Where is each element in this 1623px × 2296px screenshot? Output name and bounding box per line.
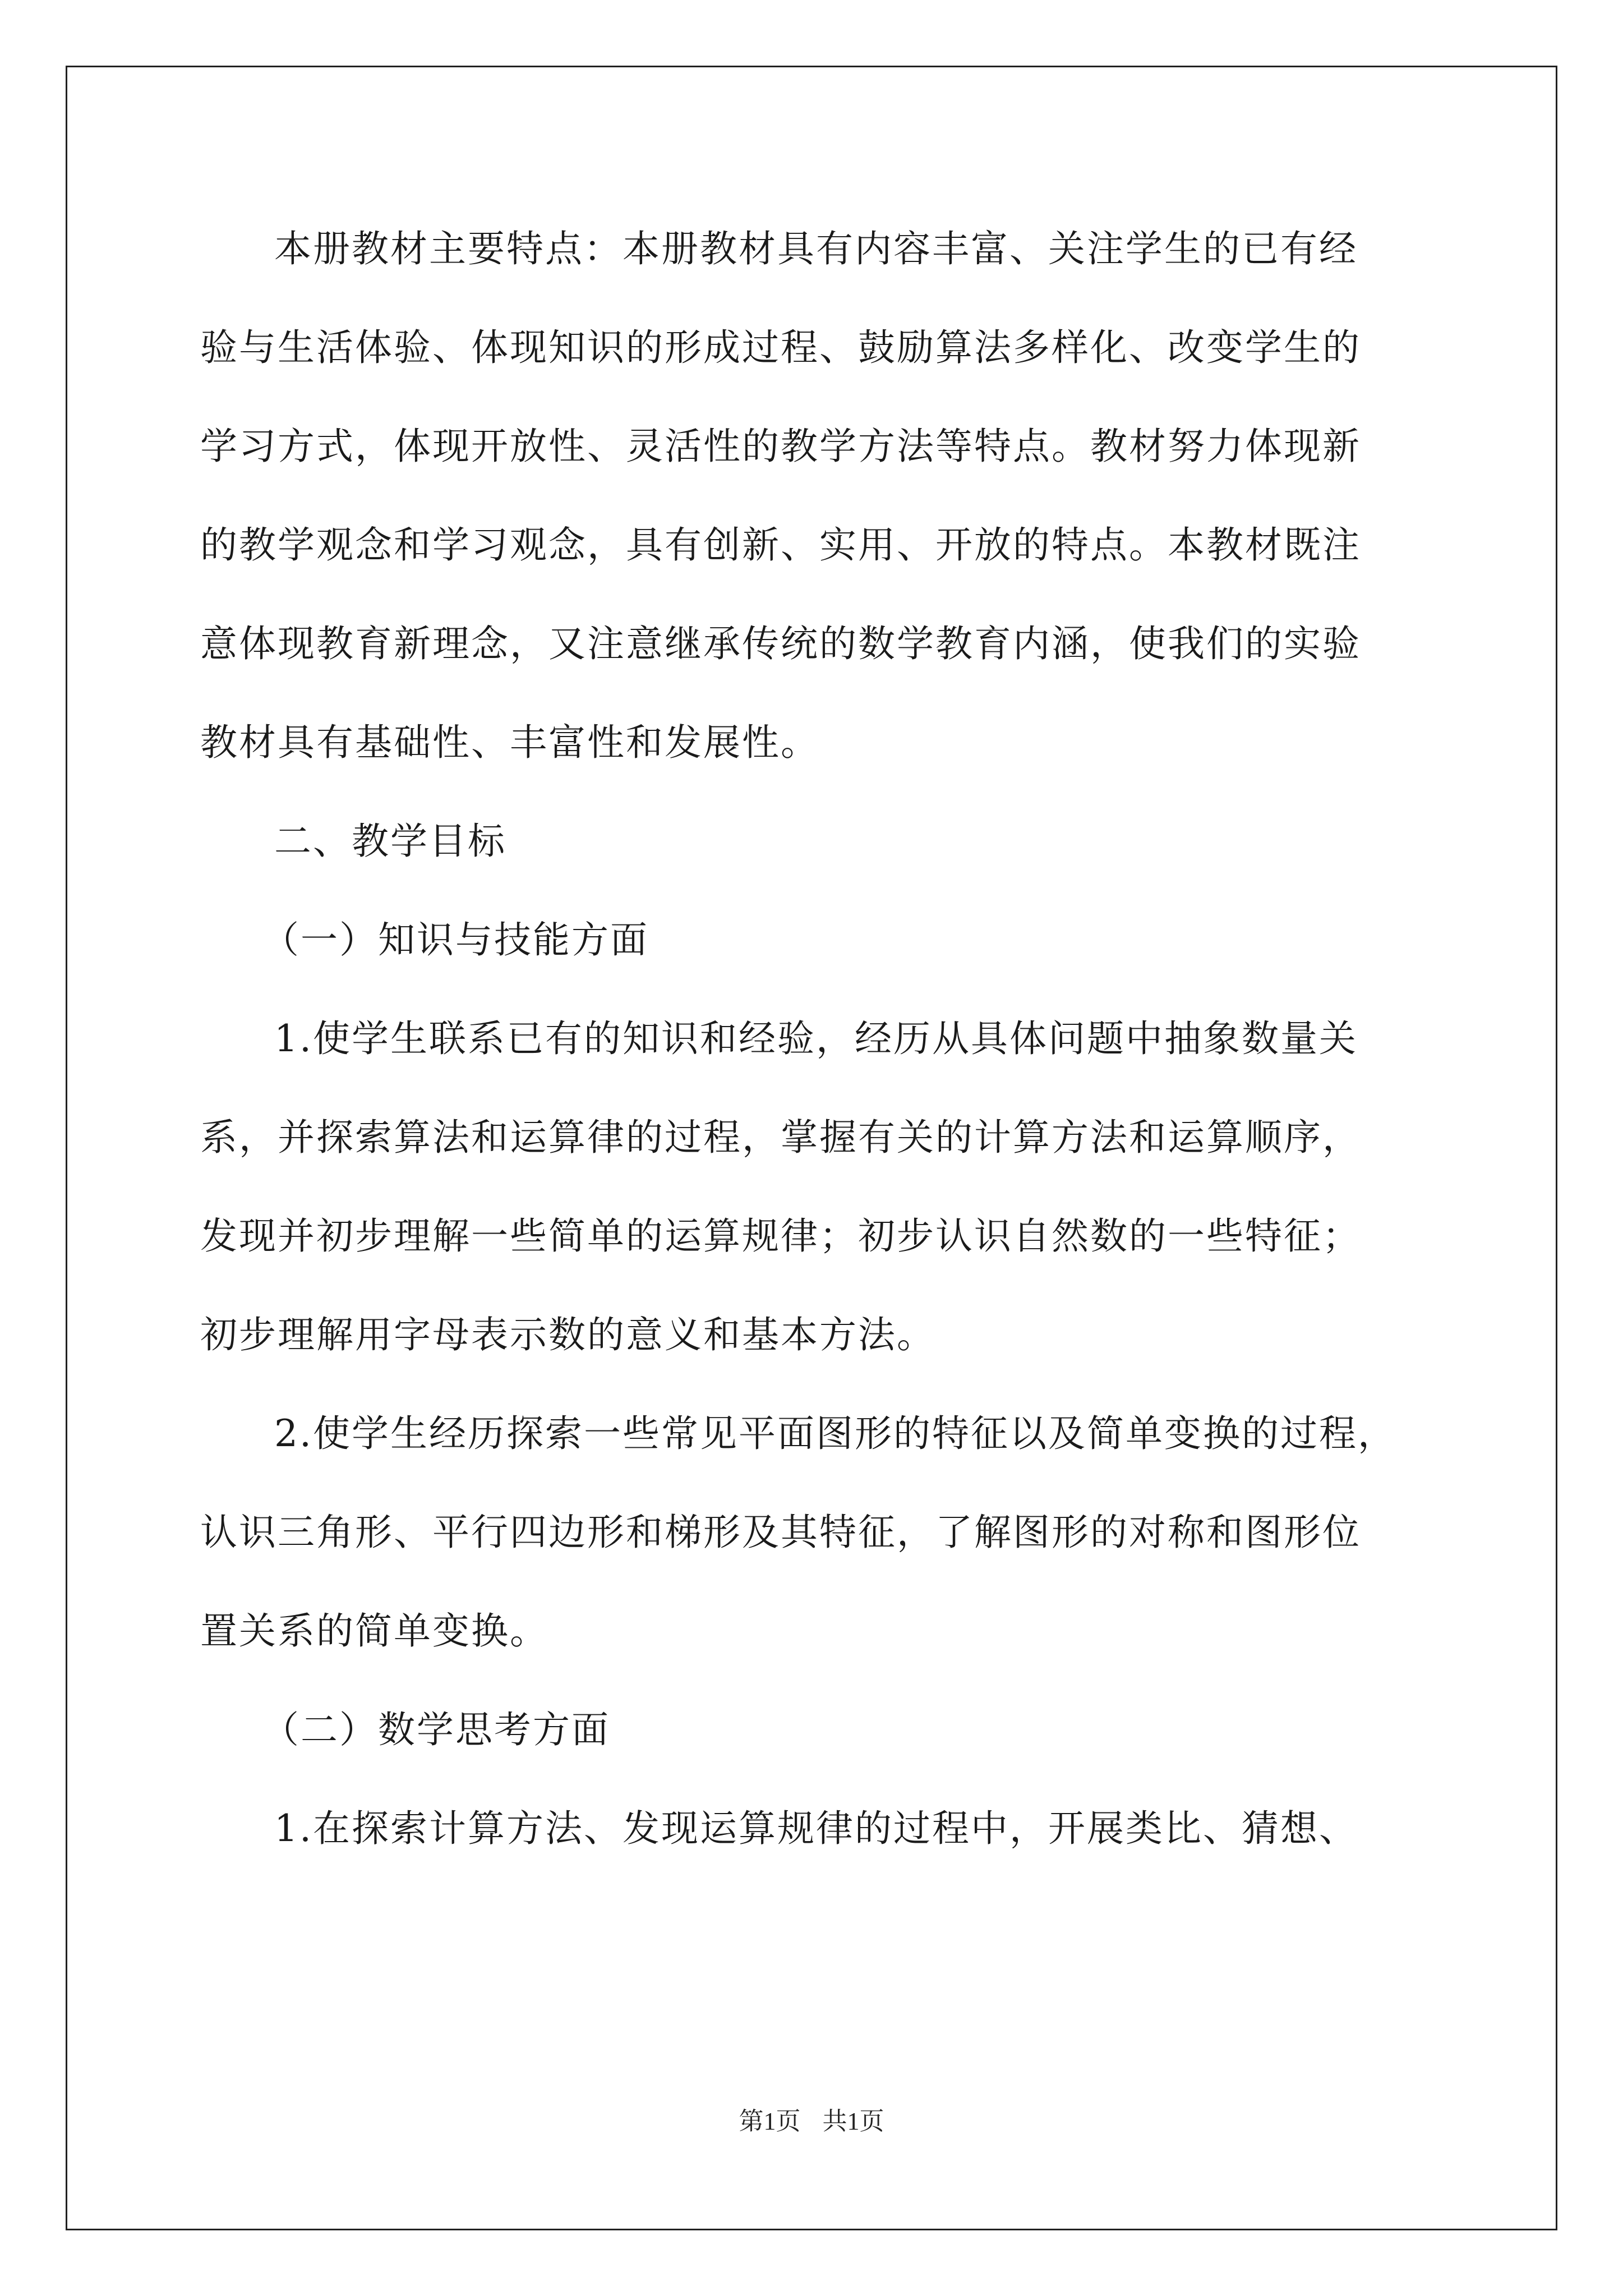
paragraph-line: 初步理解用字母表示数的意义和基本方法。: [200, 1313, 935, 1356]
paragraph-line: 1.使学生联系已有的知识和经验，经历从具体问题中抽象数量关: [274, 1017, 1358, 1060]
paragraph-line: 系，并探索算法和运算律的过程，掌握有关的计算方法和运算顺序，: [200, 1116, 1361, 1159]
section-heading: 二、教学目标: [274, 820, 506, 863]
document-body: [200, 223, 1444, 1902]
paragraph-line: 1.在探索计算方法、发现运算规律的过程中，开展类比、猜想、: [274, 1807, 1358, 1850]
paragraph-line: 置关系的简单变换。: [200, 1609, 548, 1653]
paragraph-line: 认识三角形、平行四边形和梯形及其特征，了解图形的对称和图形位: [200, 1511, 1361, 1554]
paragraph-line: 本册教材主要特点：本册教材具有内容丰富、关注学生的已有经: [274, 227, 1358, 270]
paragraph-line: 学习方式，体现开放性、灵活性的教学方法等特点。教材努力体现新: [200, 425, 1361, 468]
paragraph-line: 意体现教育新理念，又注意继承传统的数学教育内涵，使我们的实验: [200, 622, 1361, 665]
page-total: 共1页: [822, 2108, 884, 2135]
paragraph-line: 2.使学生经历探索一些常见平面图形的特征以及简单变换的过程，: [274, 1412, 1396, 1455]
page-number: 第1页: [739, 2108, 801, 2135]
paragraph-line: 教材具有基础性、丰富性和发展性。: [200, 721, 819, 764]
paragraph-line: 验与生活体验、体现知识的形成过程、鼓励算法多样化、改变学生的: [200, 326, 1361, 369]
subsection-heading: （二）数学思考方面: [262, 1708, 610, 1751]
subsection-heading: （一）知识与技能方面: [262, 918, 649, 961]
paragraph-line: 发现并初步理解一些简单的运算规律；初步认识自然数的一些特征；: [200, 1214, 1361, 1258]
page-footer: [0, 2101, 1623, 2137]
paragraph-line: 的教学观念和学习观念，具有创新、实用、开放的特点。本教材既注: [200, 523, 1361, 567]
